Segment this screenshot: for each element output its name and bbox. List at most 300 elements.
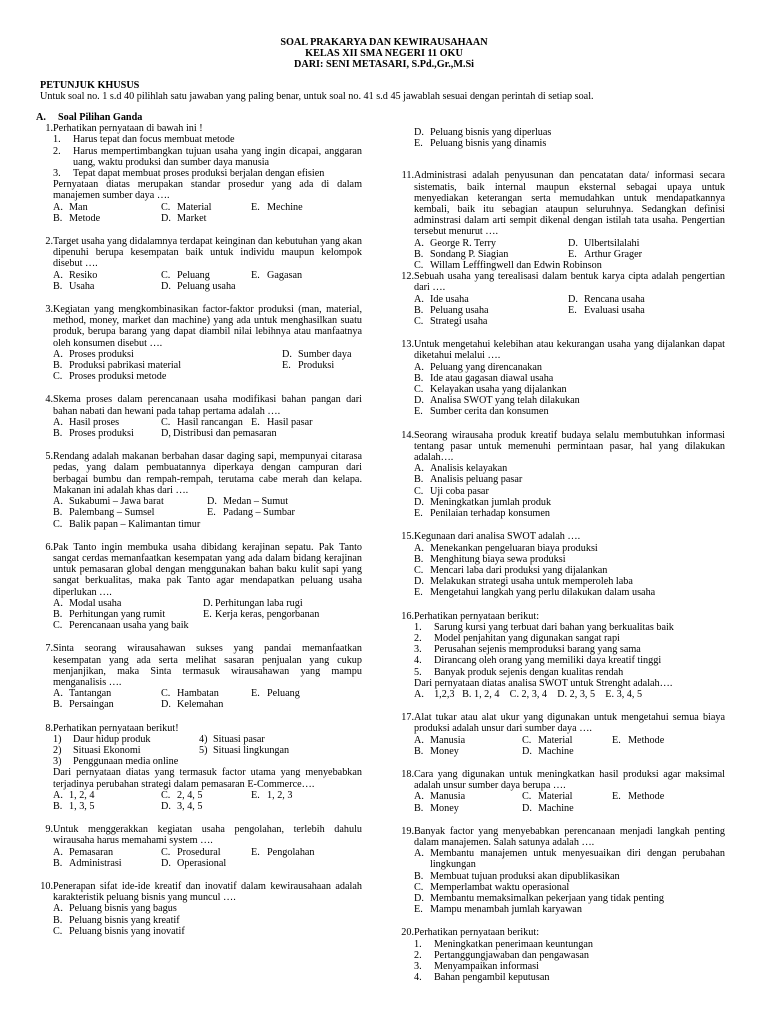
statement-text: Bahan pengambil keputusan (434, 972, 550, 984)
option-letter: A. (53, 789, 63, 801)
option-text: Perencanaan usaha yang baik (69, 620, 189, 632)
option-letter: D. (161, 699, 171, 711)
question-6 (45, 541, 362, 632)
option-text: Analisis kelayakan (430, 463, 508, 475)
section-title: Soal Pilihan Ganda (58, 112, 143, 123)
answer-option-row (53, 428, 362, 439)
option-text: Membuat tujuan produksi akan dipublikasikan (430, 870, 620, 882)
option-text: Material (177, 201, 212, 213)
answer-option (414, 871, 725, 882)
option-letter: B. (414, 745, 424, 757)
option-letter: E. (612, 734, 621, 746)
option-letter: C. (161, 269, 171, 281)
option-letter: D. (161, 800, 171, 812)
option-text: Sondang P. Siagian (430, 248, 509, 260)
question-number: 7. (45, 643, 53, 655)
question-15 (401, 531, 725, 599)
option-text: Palembang – Sumsel (69, 507, 155, 519)
question-number: 2. (45, 236, 53, 248)
option-letter: B. (53, 800, 63, 812)
option-text: Kelemahan (177, 699, 224, 711)
question-7 (45, 643, 362, 711)
question-17 (401, 712, 725, 757)
statement-list (53, 734, 362, 756)
option-letter: A. (53, 688, 63, 700)
answer-option (414, 474, 725, 485)
statement (414, 633, 725, 644)
answer-options (53, 496, 362, 518)
statement-text: Tepat dapat membuat proses produksi berjalan dengan efisien (73, 168, 325, 180)
statement-number: 2. (414, 949, 422, 961)
option-text: Manusia (430, 791, 466, 803)
answer-option-row (53, 519, 362, 530)
question-stem: Rendang adalah makanan berbahan dasar daging sapi, mempunyai citarasa pedas, yang dalam pembuatannya diperkaya dengan campuran dari berbagai bumbu dan rempah-rempah, terutama cabe merah dan kelapa. Makanan ini adalah khas dari …. (53, 451, 362, 496)
question-followup: Dari pernyataan diatas analisa SWOT untuk Strenght adalah…. (414, 677, 673, 689)
option-letter: A. (53, 846, 63, 858)
option-letter: C. (53, 620, 63, 632)
option-text: Uji coba pasar (430, 485, 489, 497)
statement-text: Model penjahitan yang digunakan sangat rapi (434, 632, 620, 644)
option-text: Analisis peluang pasar (430, 474, 523, 486)
question-stem: Cara yang digunakan untuk meningkatkan hasil produksi agar maksimal adalah unsur sumber daya berupa …. (414, 768, 725, 792)
option-text: Medan – Sumut (223, 496, 289, 508)
option-text: Peluang bisnis yang dinamis (430, 138, 547, 150)
option-letter: A. (53, 496, 63, 508)
option-letter: A. (414, 734, 424, 746)
option-letter: B. (53, 428, 63, 440)
document-header (0, 37, 768, 71)
statement-number: 3. (414, 961, 422, 972)
answer-option (414, 406, 725, 417)
statement-number: 2) (53, 744, 62, 756)
option-text: Prosedural (177, 846, 221, 858)
statement-number: 3) (53, 756, 62, 768)
statement-text: Daur hidup produk (73, 733, 151, 745)
answer-option-row (414, 260, 725, 271)
option-letter: D. (161, 857, 171, 869)
option-letter: D. (203, 597, 213, 609)
statement (53, 146, 362, 168)
option-letter: E. (414, 904, 423, 916)
question-number: 13. (401, 339, 414, 351)
question-number: 5. (45, 451, 53, 463)
option-text: Padang – Sumbar (223, 507, 295, 519)
answer-options (53, 847, 362, 869)
question-stem: Kegiatan yang mengkombinasikan factor-faktor produksi (man, material, method, money, market dan machine) yang ada untuk menghasilkan suatu produk, berupa barang yang dapat diambil nilai lebihnya atau manfaatnya oleh konsumen disebut …. (53, 304, 362, 349)
statement-text: Situasi pasar (213, 733, 265, 745)
question-number: 6. (45, 541, 53, 553)
header-author: DARI: SENI METASARI, S.Pd.,Gr.,M.Si (293, 59, 474, 71)
option-letter: E. (251, 688, 260, 700)
answer-option (414, 904, 725, 915)
statement (414, 644, 725, 655)
option-text: Balik papan – Kalimantan timur (69, 518, 201, 530)
option-text: Mencari laba dari produksi yang dijalankan (430, 564, 608, 576)
answer-option (414, 848, 725, 870)
statement-number: 1. (414, 621, 422, 633)
answer-option (53, 915, 362, 926)
option-letter: A. (53, 201, 63, 213)
question-19 (401, 825, 725, 916)
option-letter: C. (414, 316, 424, 328)
question-number: 16. (401, 610, 414, 622)
option-letter: C. (53, 925, 63, 937)
option-text: Mampu menambah jumlah karyawan (430, 904, 582, 916)
question-number: 11. (401, 170, 414, 182)
statement (414, 655, 725, 666)
option-text: Mengetahui langkah yang perlu dilakukan dalam usaha (430, 587, 656, 599)
option-text: Peluang bisnis yang bagus (69, 903, 177, 915)
option-letter: D. (414, 576, 424, 588)
option-text: Material (538, 734, 573, 746)
answer-option (414, 554, 725, 565)
instructions-text: Untuk soal no. 1 s.d 40 pilihlah satu jawaban yang paling benar, untuk soal no. 41 s.d 45 jawablah sesuai dengan perintah di setiap soal. (40, 91, 594, 103)
option-letter: B. (53, 212, 63, 224)
option-text: Administrasi (69, 857, 122, 869)
option-letter: A. (414, 542, 424, 554)
option-text: Peluang bisnis yang kreatif (69, 914, 180, 926)
answer-option (414, 362, 725, 373)
option-text: Menekankan pengeluaran biaya produksi (430, 542, 598, 554)
option-letter: E. (251, 269, 260, 281)
statement-text: Perusahan sejenis memproduksi barang yang sama (434, 644, 641, 656)
statement-text: Menyampaikan informasi (434, 961, 539, 972)
option-letter: D. (207, 496, 217, 508)
option-letter: C. (161, 846, 171, 858)
option-text: Analisa SWOT yang telah dilakukan (430, 395, 580, 407)
option-letter: A. (53, 269, 63, 281)
option-letter: B. (53, 507, 63, 519)
statement-text: Meningkatkan penerimaan keuntungan (434, 938, 593, 950)
question-stem: Perhatikan pernyataan berikut: (414, 927, 540, 939)
answer-option (53, 903, 362, 914)
option-text: Sukabumi – Jawa barat (69, 496, 164, 508)
option-letter: E. (203, 608, 212, 620)
statement (53, 756, 362, 767)
question-16 (401, 610, 725, 701)
option-letter: D. (568, 293, 578, 305)
option-letter: C. (414, 384, 424, 396)
answer-options (53, 417, 362, 428)
question-11 (401, 170, 725, 272)
question-8 (45, 722, 362, 813)
option-letter: D. (522, 802, 532, 814)
option-text: Hasil pasar (267, 416, 313, 428)
answer-options (53, 202, 362, 224)
option-text: Man (69, 201, 88, 213)
option-letter: D. (414, 127, 424, 138)
option-letter: B. (414, 553, 424, 565)
question-number: 8. (45, 722, 53, 734)
option-text: Material (538, 791, 573, 803)
option-letter: D. (161, 280, 171, 292)
option-text: 3, 4, 5 (177, 800, 203, 812)
statement-number: 1) (53, 733, 62, 745)
option-letter: E. (207, 507, 216, 519)
statement-number: 5) (199, 744, 208, 756)
option-text: Peluang (267, 688, 300, 700)
option-letter: D. (522, 745, 532, 757)
option-letter: A. (414, 293, 424, 305)
option-text: Kerja keras, pengorbanan (215, 608, 320, 620)
option-letter: A. (414, 848, 424, 860)
answer-option (414, 576, 725, 587)
option-text: Resiko (69, 269, 98, 281)
option-text: Money (430, 745, 459, 757)
option-letter: E. (612, 791, 621, 803)
statement-number: 1. (414, 938, 422, 950)
option-letter: E. (414, 587, 423, 599)
option-letter: C. (161, 416, 171, 428)
statement-number: 5. (414, 666, 422, 678)
answer-option (414, 587, 725, 598)
statement (414, 950, 725, 961)
statement-number: 2. (53, 145, 61, 157)
option-letter: B. (53, 608, 63, 620)
option-letter: B. (414, 802, 424, 814)
answer-option (414, 138, 725, 149)
answer-option (414, 127, 725, 138)
option-text: Strategi usaha (430, 316, 488, 328)
option-text: Persaingan (69, 699, 114, 711)
option-letter: B. (414, 372, 424, 384)
question-stem: Perhatikan pernyataan berikut! (53, 722, 179, 734)
option-letter: B. (53, 280, 63, 292)
option-text: Hambatan (177, 688, 219, 700)
answer-option (414, 508, 725, 519)
question-stem: Alat tukar atau alat ukur yang digunakan untuk mengetahui semua biaya produksi adalah unsur dari sumber daya …. (414, 712, 725, 735)
question-stem: Perhatikan pernyataan di bawah ini ! (53, 123, 203, 135)
option-text: Arthur Grager (584, 248, 642, 260)
option-letter: B. (53, 914, 63, 926)
question-number: 3. (45, 304, 53, 316)
option-text: Operasional (177, 857, 227, 869)
option-letter: A. (53, 903, 63, 915)
option-letter: E. (251, 201, 260, 213)
option-text: Gagasan (267, 269, 303, 281)
option-letter: C. (414, 564, 424, 576)
option-letter: A. (53, 348, 63, 360)
option-text: Sumber cerita dan konsumen (430, 406, 549, 418)
statement-text: Sarung kursi yang terbuat dari bahan yang berkualitas baik (434, 621, 674, 633)
question-number: 10. (40, 880, 53, 892)
option-text: Pemasaran (69, 846, 114, 858)
question-number: 12. (401, 271, 414, 283)
statement-text: Penggunaan media online (73, 756, 179, 768)
option-text: Mechine (267, 201, 303, 213)
statement (53, 134, 362, 145)
option-letter: B. (414, 248, 424, 260)
option-text: Produksi pabrikasi material (69, 360, 182, 372)
option-letter: C. (522, 791, 532, 803)
answer-options (53, 349, 362, 383)
option-letter: D, (161, 428, 171, 440)
header-title: SOAL PRAKARYA DAN KEWIRAUSAHAAN (280, 37, 488, 48)
question-14 (401, 429, 725, 520)
answer-option (414, 463, 725, 474)
question-number: 18. (401, 768, 414, 780)
option-letter: C. (161, 688, 171, 700)
option-text: Peluang bisnis yang inovatif (69, 925, 185, 937)
answer-options-inline: A. 1,2,3 B. 1, 2, 4 C. 2, 3, 4 D. 2, 3, 5 E. 3, 4, 5 (414, 688, 643, 700)
option-text: Membantu memaksimalkan pekerjaan yang tidak penting (430, 892, 664, 904)
option-text: Peluang yang direncanakan (430, 361, 543, 373)
option-text: Memperlambat waktu operasional (430, 881, 570, 893)
answer-option (414, 395, 725, 406)
option-letter: B. (53, 857, 63, 869)
question-number: 14. (401, 429, 414, 441)
statement-number: 4) (199, 733, 208, 745)
option-text: Meningkatkan jumlah produk (430, 496, 552, 508)
option-text: Machine (538, 802, 574, 814)
question-20 (401, 927, 725, 984)
option-text: Ide usaha (430, 293, 469, 305)
option-text: Ulbertsilalahi (584, 237, 640, 249)
option-letter: C. (414, 881, 424, 893)
question-1 (45, 123, 362, 224)
answer-option (414, 486, 725, 497)
statement-number: 2. (414, 632, 422, 644)
option-letter: A. (53, 597, 63, 609)
option-letter: A. (414, 791, 424, 803)
option-letter: A. (414, 237, 424, 249)
option-letter: C. (414, 260, 424, 272)
question-stem: Perhatikan pernyataan berikut: (414, 610, 540, 622)
question-number: 1. (45, 123, 53, 135)
statement (414, 939, 725, 950)
answer-option (414, 882, 725, 893)
question-18 (401, 768, 725, 814)
question-stem: Banyak factor yang menyebabkan perencanaan menjadi langkah penting dalam manajemen. Salah satunya adalah …. (414, 825, 725, 848)
option-text: George R. Terry (430, 237, 496, 249)
question-stem: Sebuah usaha yang terealisasi dalam bentuk karya cipta adalah pengertian dari …. (414, 271, 725, 294)
answer-options (53, 270, 362, 292)
answer-option (414, 893, 725, 904)
option-letter: D. (414, 892, 424, 904)
question-number: 4. (45, 394, 53, 406)
question-stem: Pak Tanto ingin membuka usaha dibidang kerajinan sepatu. Pak Tanto sangat cerdas memanfaatkan kesempatan yang ada dalam bidang kerajinan untuk pemasaran global dengan menggunakan bahan baku kulit sapi yang sangat berkualitas, maka pak Tanto agar mendapatkan peluang usaha diperlukan …. (53, 541, 362, 598)
option-letter: E. (414, 406, 423, 418)
option-text: Metode (69, 212, 101, 224)
statement-number: 3. (414, 644, 422, 656)
answer-options (53, 790, 362, 812)
option-letter: E. (251, 846, 260, 858)
left-column (36, 112, 362, 937)
section-heading (36, 112, 362, 123)
option-letter: D. (161, 212, 171, 224)
question-2 (45, 236, 362, 292)
statement-text: Harus mempertimbangkan tujuan usaha yang ingin dicapai, anggaran uang, waktu produksi dan sumber daya manusia (73, 145, 362, 168)
option-letter: E. (414, 138, 423, 150)
question-stem: Penerapan sifat ide-ide kreatif dan inovatif dalam kewirausahaan adalah karakteristik peluang bisnis yang muncul …. (53, 880, 362, 904)
answer-options (53, 598, 362, 620)
option-text: 2, 4, 5 (177, 789, 203, 801)
option-text: Market (177, 212, 207, 224)
statement (414, 667, 725, 678)
option-text: Tantangan (69, 688, 112, 700)
question-number: 15. (401, 531, 414, 543)
option-text: Hasil proses (69, 416, 120, 428)
option-text: Ide atau gagasan diawal usaha (430, 372, 554, 384)
option-letter: C. (522, 734, 532, 746)
question-number: 9. (45, 824, 53, 836)
statement-text: Pertanggungjawaban dan pengawasan (434, 949, 590, 961)
instructions (40, 80, 740, 102)
option-letter: E. (568, 248, 577, 260)
option-text: Distribusi dan pemasaran (173, 428, 277, 440)
option-letter: A. (414, 463, 424, 475)
option-text: Melakukan strategi usaha untuk memperoleh laba (430, 576, 633, 588)
question-13 (401, 339, 725, 418)
answer-option (414, 497, 725, 508)
statement-number: 1. (53, 134, 61, 146)
option-letter: D. (414, 395, 424, 407)
option-text: Peluang bisnis yang diperluas (430, 127, 552, 138)
option-text: Willam Lefffingwell dan Edwin Robinson (430, 260, 602, 272)
statement-text: Banyak produk sejenis dengan kualitas rendah (434, 666, 624, 678)
option-letter: B. (414, 304, 424, 316)
option-text: Perhitungan laba rugi (215, 597, 303, 609)
option-letter: E. (282, 360, 291, 372)
answer-options (414, 294, 725, 316)
answer-option (414, 373, 725, 384)
question-stem: Untuk mengetahui kelebihan atau kekurangan usaha yang dijalankan dapat diketahui melalui …. (414, 339, 725, 362)
option-letter: C. (161, 201, 171, 213)
question-number: 17. (401, 712, 414, 724)
option-text: Machine (538, 745, 574, 757)
statement-number: 4. (414, 972, 422, 984)
option-letter: B. (414, 870, 424, 882)
option-text: Peluang usaha (177, 280, 236, 292)
option-text: Usaha (69, 280, 95, 292)
section-letter: A. (36, 112, 46, 123)
header-class: KELAS XII SMA NEGERI 11 OKU (305, 48, 463, 60)
option-letter: C. (161, 789, 171, 801)
answer-option-row (53, 620, 362, 631)
option-letter: D. (414, 496, 424, 508)
question-5 (45, 451, 362, 530)
answer-options (414, 791, 725, 813)
option-letter: B. (414, 474, 424, 486)
option-text: Manusia (430, 734, 466, 746)
statement-text: Dirancang oleh orang yang memiliki daya kreatif tinggi (434, 655, 662, 667)
answer-option (414, 543, 725, 554)
question-followup: Pernyataan diatas merupakan standar prosedur yang ada di dalam manajemen sumber daya …. (53, 179, 362, 202)
option-text: Rencana usaha (584, 293, 645, 305)
option-letter: C. (53, 371, 63, 383)
option-letter: E. (568, 304, 577, 316)
option-letter: D. (282, 348, 292, 360)
option-letter: E. (251, 789, 260, 801)
option-text: Proses produksi (69, 428, 134, 440)
option-text: 1, 3, 5 (69, 800, 95, 812)
option-letter: C. (414, 485, 424, 497)
question-stem: Target usaha yang didalamnya terdapat keinginan dan kebutuhan yang akan dipenuhi berupa kesempatan baik untuk individu maupun kelompok disebut …. (53, 236, 362, 270)
question-stem: Sinta seorang wirausahawan sukses yang pandai memanfaatkan kesempatan yang ada serta melihat sasaran penjualan yang cukup menjanjikan, maka Sinta termasuk wirausahawan yang mampu menganalisis …. (53, 643, 362, 688)
option-text: Sumber daya (298, 348, 352, 360)
statement-number: 3. (53, 168, 61, 180)
statement-number: 4. (414, 655, 422, 667)
question-number: 20. (401, 927, 414, 939)
option-text: Kelayakan usaha yang dijalankan (430, 384, 567, 396)
option-text: Money (430, 802, 459, 814)
option-text: Perhitungan yang rumit (69, 608, 166, 620)
option-letter: B. (53, 360, 63, 372)
question-10 (40, 880, 362, 937)
option-text: Methode (628, 734, 665, 746)
option-letter: A. (414, 361, 424, 373)
option-text: Peluang usaha (430, 304, 489, 316)
